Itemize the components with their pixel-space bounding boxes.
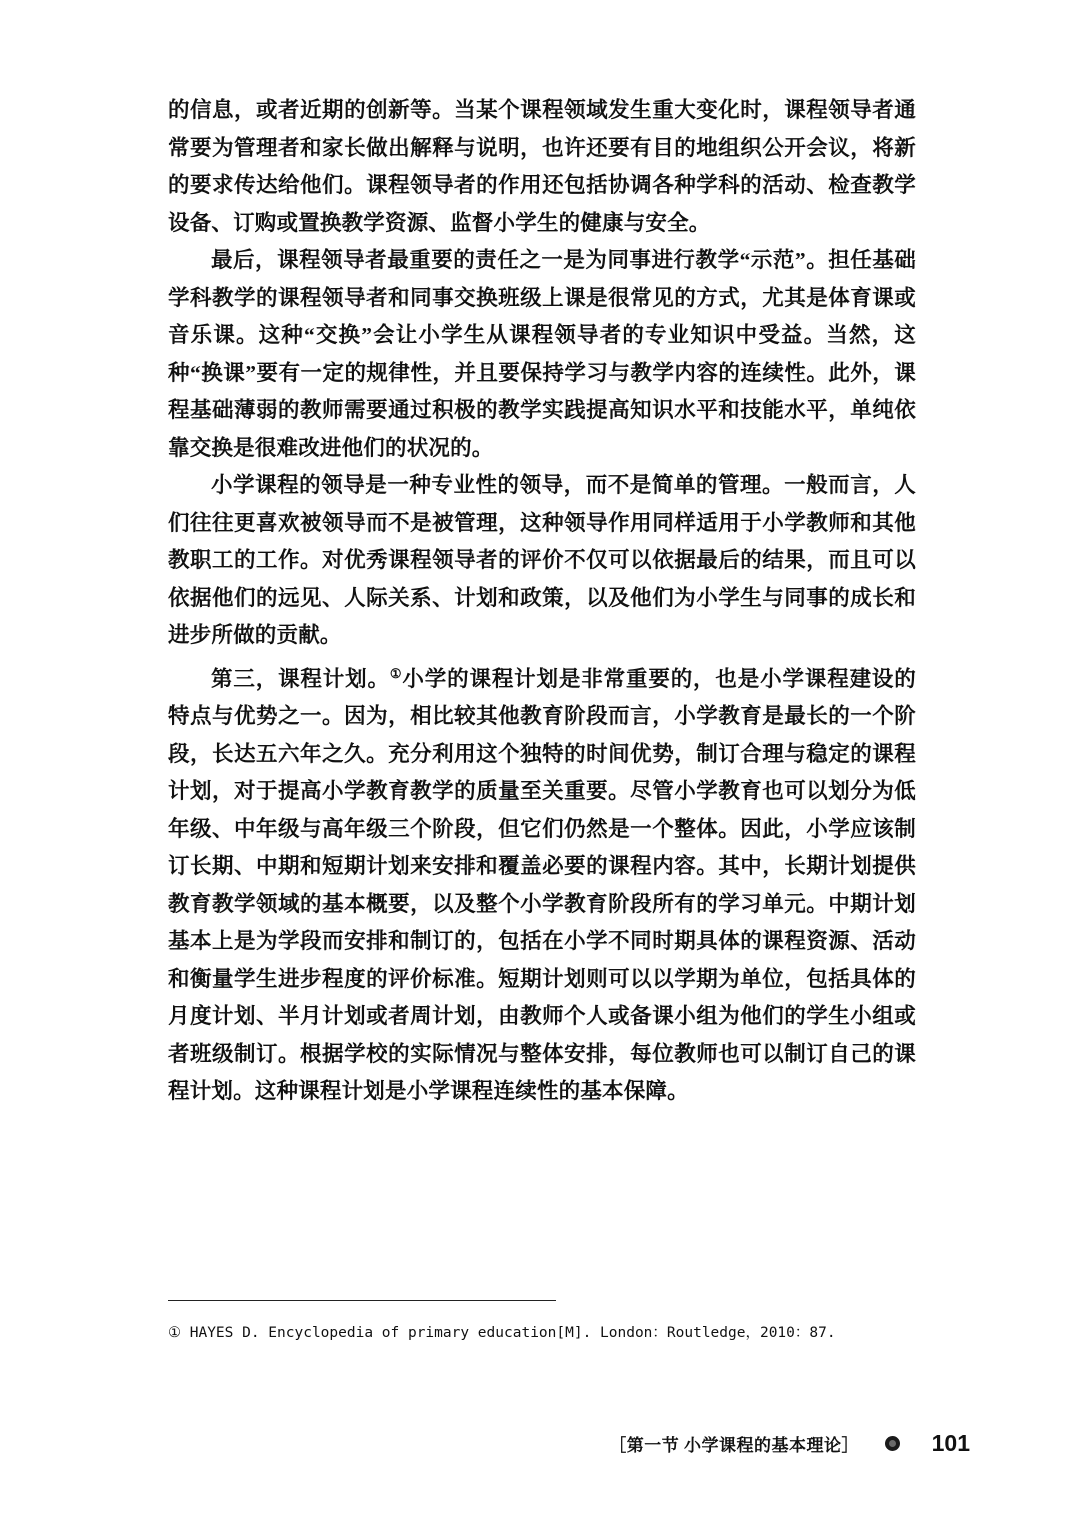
paragraph-3: 小学课程的领导是一种专业性的领导，而不是简单的管理。一般而言，人们往往更喜欢被领导而不是被管理，这种领导作用同样适用于小学教师和其他教职工的工作。对优秀课程领导者的评价不仅可以依据最后的结果，而且可以依据他们的远见、人际关系、计划和政策，以及他们为小学生与同事的成长和进步所做的贡献。	[168, 473, 916, 647]
page-footer	[168, 1430, 970, 1464]
footnote-text: ① HAYES D. Encyclopedia of primary education[M]. London：Routledge，2010：87.	[168, 1325, 836, 1341]
footnote-marker: ①	[389, 665, 403, 681]
paragraph-4	[168, 655, 916, 1111]
bullet-icon	[885, 1436, 900, 1451]
footnote-area	[168, 1300, 916, 1343]
paragraph-4-body: 小学的课程计划是非常重要的，也是小学课程建设的特点与优势之一。因为，相比较其他教育阶段而言，小学教育是最长的一个阶段，长达五六年之久。充分利用这个独特的时间优势，制订合理与稳定的课程计划，对于提高小学教育教学的质量至关重要。尽管小学教育也可以划分为低年级、中年级与高年级三个阶段，但它们仍然是一个整体。因此，小学应该制订长期、中期和短期计划来安排和覆盖必要的课程内容。其中，长期计划提供教育教学领域的基本概要，以及整个小学教育阶段所有的学习单元。中期计划基本上是为学段而安排和制订的，包括在小学不同时期具体的课程资源、活动和衡量学生进步程度的评价标准。短期计划则可以以学期为单位，包括具体的月度计划、半月计划或者周计划，由教师个人或备课小组为他们的学生小组或者班级制订。根据学校的实际情况与整体安排，每位教师也可以制订自己的课程计划。这种课程计划是小学课程连续性的基本保障。	[168, 666, 916, 1104]
page-body	[168, 92, 916, 1111]
paragraph-2: 最后，课程领导者最重要的责任之一是为同事进行教学“示范”。担任基础学科教学的课程领导者和同事交换班级上课是很常见的方式，尤其是体育课或音乐课。这种“交换”会让小学生从课程领导者的专业知识中受益。当然，这种“换课”要有一定的规律性，并且要保持学习与教学内容的连续性。此外，课程基础薄弱的教师需要通过积极的教学实践提高知识水平和技能水平，单纯依靠交换是很难改进他们的状况的。	[168, 248, 916, 460]
page-number: 101	[931, 1430, 970, 1456]
footnote-divider	[168, 1300, 556, 1301]
paragraph-1: 的信息，或者近期的创新等。当某个课程领域发生重大变化时，课程领导者通常要为管理者和家长做出解释与说明，也许还要有目的地组织公开会议，将新的要求传达给他们。课程领导者的作用还包括协调各种学科的活动、检查教学设备、订购或置换教学资源、监督小学生的健康与安全。	[168, 98, 916, 235]
paragraph-4-lead: 第三，课程计划。	[211, 666, 390, 691]
running-head: ［第一节 小学课程的基本理论］	[609, 1436, 859, 1455]
